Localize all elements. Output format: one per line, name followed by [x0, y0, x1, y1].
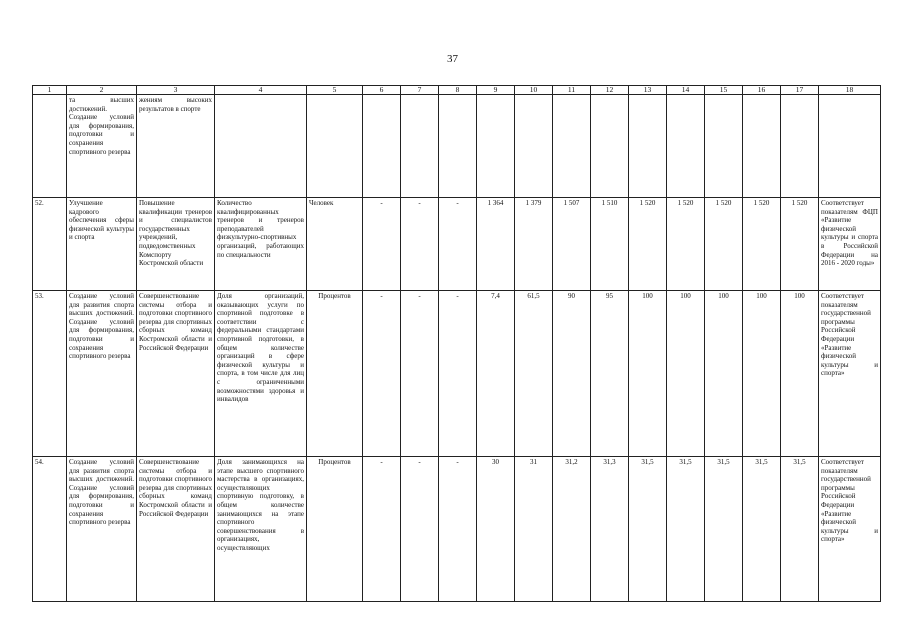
task-cell: Совершенствование системы отбора и подготовки спортивного резерва для спортивных сборных команд Костромской области и Российской Федерации — [137, 291, 215, 457]
column-header: 16 — [743, 86, 781, 95]
row-number — [33, 95, 67, 198]
column-header: 10 — [515, 86, 553, 95]
value-cell — [743, 95, 781, 198]
indicator-cell: Доля организаций, оказывающих услуги по спортивной подготовке в соответствии с федеральными стандартами спортивной подготовки, в общем количестве организаций в сфере физической культуры и спорта, в том числе для лиц с ограниченными возможностями здоровья и инвалидов — [215, 291, 307, 457]
unit-cell: Процентов — [307, 457, 363, 602]
table-row — [33, 95, 881, 198]
indicator-cell: Количество квалифицированных тренеров и тренеров преподавателей физкультурно-спортивных организаций, работающих по специальности — [215, 198, 307, 291]
value-cell: 31,5 — [667, 457, 705, 602]
value-cell — [667, 95, 705, 198]
value-cell: 100 — [629, 291, 667, 457]
value-cell: 1 520 — [781, 198, 819, 291]
column-header: 17 — [781, 86, 819, 95]
value-cell — [477, 95, 515, 198]
value-cell: 1 520 — [629, 198, 667, 291]
task-cell: Повышение квалификации тренеров и специалистов государственных учреждений, подведомственных Комспорту Костромской области — [137, 198, 215, 291]
value-cell: 1 520 — [743, 198, 781, 291]
value-cell: 31,5 — [629, 457, 667, 602]
value-cell — [515, 95, 553, 198]
column-header: 18 — [819, 86, 881, 95]
value-cell: 100 — [781, 291, 819, 457]
value-cell — [401, 95, 439, 198]
unit-cell: Человек — [307, 198, 363, 291]
value-cell — [363, 95, 401, 198]
note-cell: Соответствует показателям государственной программы Российской Федерации «Развитие физической культуры и спорта» — [819, 457, 881, 602]
value-cell: - — [363, 457, 401, 602]
value-cell — [781, 95, 819, 198]
column-header: 1 — [33, 86, 67, 95]
goal-cell: Создание условий для развития спорта высших достижений. Создание условий для формирования, подготовки и сохранения спортивного резерва — [67, 291, 137, 457]
note-cell: Соответствует показателям государственной программы Российской Федерации «Развитие физической культуры и спорта» — [819, 291, 881, 457]
value-cell: - — [401, 198, 439, 291]
row-number: 53. — [33, 291, 67, 457]
value-cell — [629, 95, 667, 198]
table-row — [33, 291, 881, 457]
note-cell — [819, 95, 881, 198]
value-cell: 30 — [477, 457, 515, 602]
column-header: 7 — [401, 86, 439, 95]
value-cell: - — [439, 198, 477, 291]
value-cell: 7,4 — [477, 291, 515, 457]
value-cell: 1 520 — [705, 198, 743, 291]
goal-cell: Улучшение кадрового обеспечения сферы физической культуры и спорта — [67, 198, 137, 291]
value-cell: - — [363, 291, 401, 457]
column-header: 12 — [591, 86, 629, 95]
column-header: 6 — [363, 86, 401, 95]
value-cell: 31,3 — [591, 457, 629, 602]
row-number: 54. — [33, 457, 67, 602]
column-header: 4 — [215, 86, 307, 95]
task-cell: Совершенствование системы отбора и подготовки спортивного резерва для спортивных сборных команд Костромской области и Российской Федерации — [137, 457, 215, 602]
value-cell: 90 — [553, 291, 591, 457]
column-header: 8 — [439, 86, 477, 95]
value-cell: 1 507 — [553, 198, 591, 291]
unit-cell — [307, 95, 363, 198]
value-cell: 1 379 — [515, 198, 553, 291]
value-cell — [591, 95, 629, 198]
indicator-cell: Доля занимающихся на этапе высшего спортивного мастерства в организациях, осуществляющих спортивную подготовку, в общем количестве занимающихся на этапе спортивного совершенствования в организациях, осуществляющих — [215, 457, 307, 602]
value-cell: - — [401, 291, 439, 457]
value-cell: 1 520 — [667, 198, 705, 291]
value-cell: 1 510 — [591, 198, 629, 291]
row-number: 52. — [33, 198, 67, 291]
value-cell: 31,5 — [781, 457, 819, 602]
value-cell: 31,2 — [553, 457, 591, 602]
value-cell: - — [363, 198, 401, 291]
indicator-table — [32, 85, 881, 602]
value-cell: 61,5 — [515, 291, 553, 457]
column-header: 5 — [307, 86, 363, 95]
value-cell: 31,5 — [705, 457, 743, 602]
value-cell: - — [401, 457, 439, 602]
value-cell — [705, 95, 743, 198]
table-row — [33, 198, 881, 291]
column-header: 15 — [705, 86, 743, 95]
value-cell: 100 — [667, 291, 705, 457]
column-header: 13 — [629, 86, 667, 95]
value-cell: 31,5 — [743, 457, 781, 602]
value-cell: 100 — [743, 291, 781, 457]
indicator-cell — [215, 95, 307, 198]
note-cell: Соответствует показателям ФЦП «Развитие физической культуры и спорта в Российской Федерации на 2016 - 2020 годы» — [819, 198, 881, 291]
goal-cell: та высших достижений. Создание условий для формирования, подготовки и сохранения спортивного резерва — [67, 95, 137, 198]
value-cell: 95 — [591, 291, 629, 457]
value-cell: 1 364 — [477, 198, 515, 291]
column-header: 11 — [553, 86, 591, 95]
task-cell: жениям высоких результатов в спорте — [137, 95, 215, 198]
column-header: 9 — [477, 86, 515, 95]
value-cell: 100 — [705, 291, 743, 457]
value-cell: - — [439, 291, 477, 457]
value-cell — [439, 95, 477, 198]
value-cell — [553, 95, 591, 198]
value-cell: - — [439, 457, 477, 602]
unit-cell: Процентов — [307, 291, 363, 457]
table-row — [33, 457, 881, 602]
column-header: 2 — [67, 86, 137, 95]
column-number-row — [33, 86, 881, 95]
page-number: 37 — [447, 53, 458, 65]
column-header: 3 — [137, 86, 215, 95]
value-cell: 31 — [515, 457, 553, 602]
column-header: 14 — [667, 86, 705, 95]
goal-cell: Создание условий для развития спорта высших достижений. Создание условий для формирования, подготовки и сохранения спортивного резерва — [67, 457, 137, 602]
